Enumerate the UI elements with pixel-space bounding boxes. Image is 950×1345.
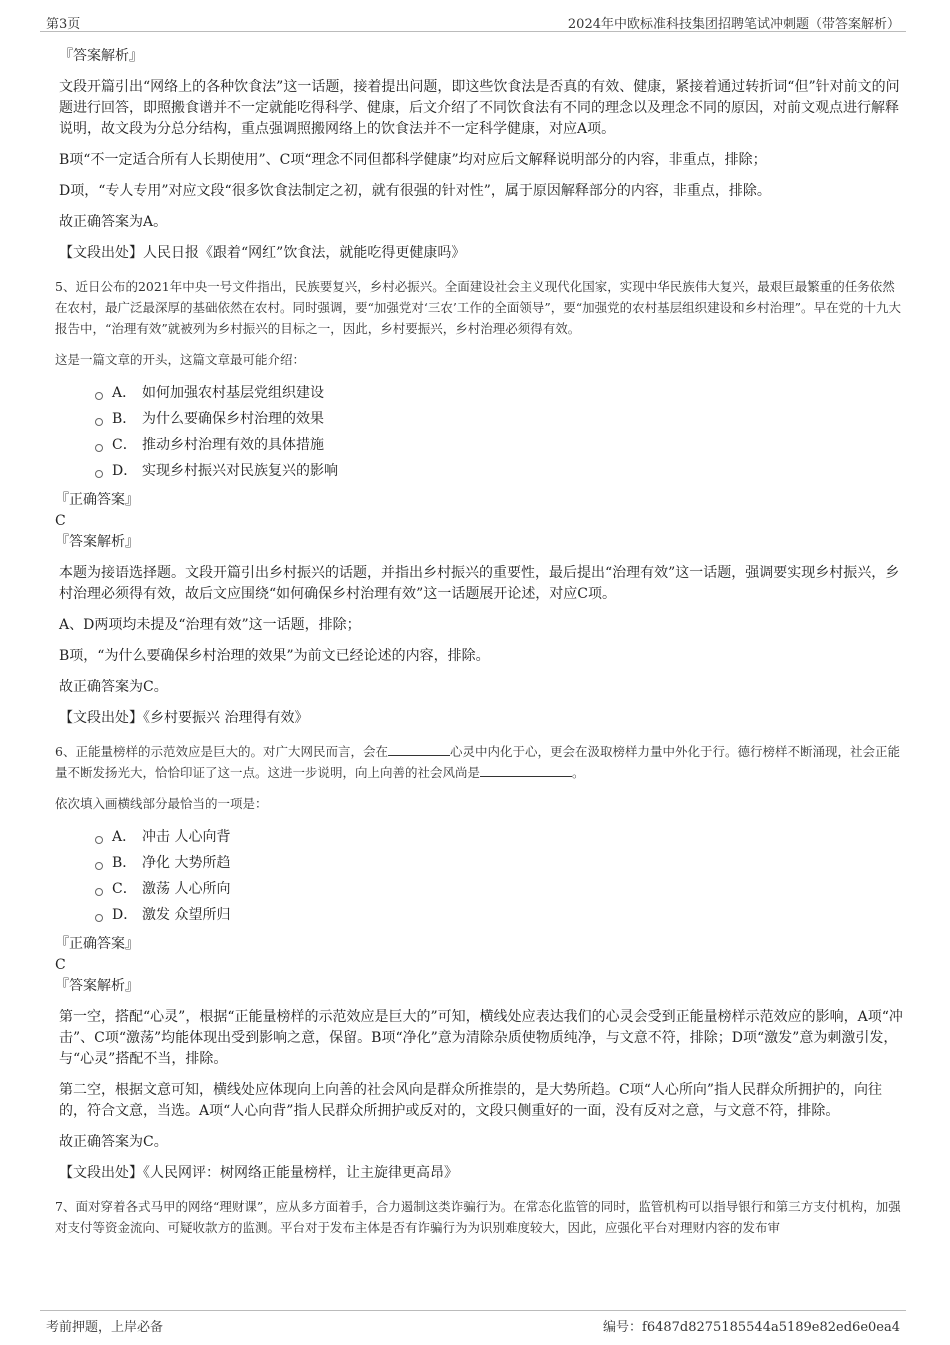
q4-conclusion: 故正确答案为A。: [59, 214, 168, 230]
q5-option-b[interactable]: B． 为什么要确保乡村治理的效果: [95, 406, 905, 432]
page-number: 第3页: [46, 17, 81, 32]
q5-option-c[interactable]: C． 推动乡村治理有效的具体措施: [95, 432, 905, 458]
q5-option-a[interactable]: A． 如何加强农村基层党组织建设: [95, 380, 905, 406]
q5-option-d[interactable]: D． 实现乡村振兴对民族复兴的影响: [95, 458, 905, 484]
fill-blank-2: [480, 764, 572, 777]
radio-icon[interactable]: [95, 392, 103, 400]
q5-stem: 5、近日公布的2021年中央一号文件指出，民族要复兴，乡村必振兴。全面建设社会主义现代化国家，实现中华民族伟大复兴，最艰巨最繁重的任务依然在农村，最广泛最深厚的基础依然在农村。同时强调，要“加强党对‘三农’工作的全面领导”，要“加强党的农村基层组织建设和乡村治理”。早在党的十九大报告中，“治理有效”就被列为乡村振兴的目标之一，因此，乡村要振兴，乡村治理必须得有效。: [55, 279, 902, 336]
fill-blank-1: [388, 743, 450, 756]
q5-analysis-p1: 本题为接语选择题。文段开篇引出乡村振兴的话题，并指出乡村振兴的重要性，最后提出“治理有效”这一话题，强调要实现乡村振兴，乡村治理必须得有效，故后文应围绕“如何确保乡村治理有效”这一话题展开论述，对应C项。: [59, 565, 900, 602]
radio-icon[interactable]: [95, 888, 103, 896]
radio-icon[interactable]: [95, 836, 103, 844]
radio-icon[interactable]: [95, 444, 103, 452]
q4-analysis-p2: B项“不一定适合所有人长期使用”、C项“理念不同但都科学健康”均对应后文解释说明部分的内容，非重点，排除；: [59, 152, 767, 168]
radio-icon[interactable]: [95, 862, 103, 870]
q7-stem: 7、面对穿着各式马甲的网络“理财课”，应从多方面着手，合力遏制这类诈骗行为。在常态化监管的同时，监管机构可以指导银行和第三方支付机构，加强对支付等资金流向、可疑收款方的监测。平台对于发布主体是否有诈骗行为为识别难度较大，因此，应强化平台对理财内容的发布审: [55, 1199, 901, 1235]
document-code: 编号：f6487d8275185544a5189e82ed6e0ea4: [603, 1320, 900, 1335]
q6-analysis-label: 『答案解析』: [55, 978, 139, 994]
q5-source: 【文段出处】《乡村要振兴 治理得有效》: [59, 710, 309, 726]
q4-analysis-p3: D项，“专人专用”对应文段“很多饮食法制定之初，就有很强的针对性”，属于原因解释部分的内容，非重点，排除。: [59, 183, 771, 199]
q6-option-d[interactable]: D． 激发 众望所归: [95, 902, 905, 928]
document-body: [55, 44, 905, 1238]
q6-correct-label: 『正确答案』: [55, 936, 139, 952]
radio-icon[interactable]: [95, 914, 103, 922]
q6-stem: 6、正能量榜样的示范效应是巨大的。对广大网民而言，会在 心灵中内化于心，更会在汲取榜样力量中外化于行。德行榜样不断涌现，社会正能量不断发扬光大，恰恰印证了这一点。这进一步说明，向上向善的社会风尚是 。: [55, 744, 900, 780]
q6-analysis-p2: 第二空，根据文意可知，横线处应体现向上向善的社会风向是群众所推崇的，是大势所趋。C项“人心所向”指人民群众所拥护的，向往的，符合文意，当选。A项“人心向背”指人民群众所拥护或反对的，文段只侧重好的一面，没有反对之意，与文意不符，排除。: [59, 1082, 883, 1119]
page-header: [40, 9, 906, 32]
q5-analysis-p3: B项，“为什么要确保乡村治理的效果”为前文已经论述的内容，排除。: [59, 648, 490, 664]
q6-correct-answer: C: [55, 957, 66, 973]
q6-options: [95, 824, 905, 928]
q5-conclusion: 故正确答案为C。: [59, 679, 168, 695]
q6-option-b[interactable]: B． 净化 大势所趋: [95, 850, 905, 876]
q6-source: 【文段出处】《人民网评：树网络正能量榜样，让主旋律更高昂》: [59, 1165, 458, 1181]
q6-option-c[interactable]: C． 激荡 人心所向: [95, 876, 905, 902]
q4-analysis-label: 『答案解析』: [59, 48, 143, 64]
q6-conclusion: 故正确答案为C。: [59, 1134, 168, 1150]
q5-analysis-label: 『答案解析』: [55, 534, 139, 550]
q4-analysis-p1: 文段开篇引出“网络上的各种饮食法”这一话题，接着提出问题，即这些饮食法是否真的有效、健康，紧接着通过转折词“但”针对前文的问题进行回答，即照搬食谱并不一定就能吃得科学、健康，后文介绍了不同饮食法有不同的理念以及理念不同的原因，对前文观点进行解释说明，故文段为分总分结构，重点强调照搬网络上的饮食法并不一定科学健康，对应A项。: [59, 79, 900, 137]
radio-icon[interactable]: [95, 470, 103, 478]
q4-source: 【文段出处】人民日报《跟着“网红”饮食法，就能吃得更健康吗》: [59, 245, 466, 261]
q5-analysis-p2: A、D两项均未提及“治理有效”这一话题，排除；: [59, 617, 361, 633]
page-footer: [40, 1310, 906, 1336]
document-title: 2024年中欧标准科技集团招聘笔试冲刺题（带答案解析）: [567, 17, 900, 32]
q6-analysis-p1: 第一空，搭配“心灵”，根据“正能量榜样的示范效应是巨大的”可知，横线处应表达我们的心灵会受到正能量榜样示范效应的影响，A项“冲击”、C项“激荡”均能体现出受到影响之意，保留。B项“净化”意为清除杂质使物质纯净，与文意不符，排除；D项“激发”意为刺激引发，与“心灵”搭配不当，排除。: [59, 1009, 903, 1067]
q5-options: [95, 380, 905, 484]
q5-correct-answer: C: [55, 513, 66, 529]
footer-slogan: 考前押题，上岸必备: [46, 1320, 164, 1335]
q5-correct-label: 『正确答案』: [55, 492, 139, 508]
radio-icon[interactable]: [95, 418, 103, 426]
q6-prompt: 依次填入画横线部分最恰当的一项是：: [55, 796, 268, 811]
q5-prompt: 这是一篇文章的开头，这篇文章最可能介绍：: [55, 352, 306, 367]
q6-option-a[interactable]: A． 冲击 人心向背: [95, 824, 905, 850]
